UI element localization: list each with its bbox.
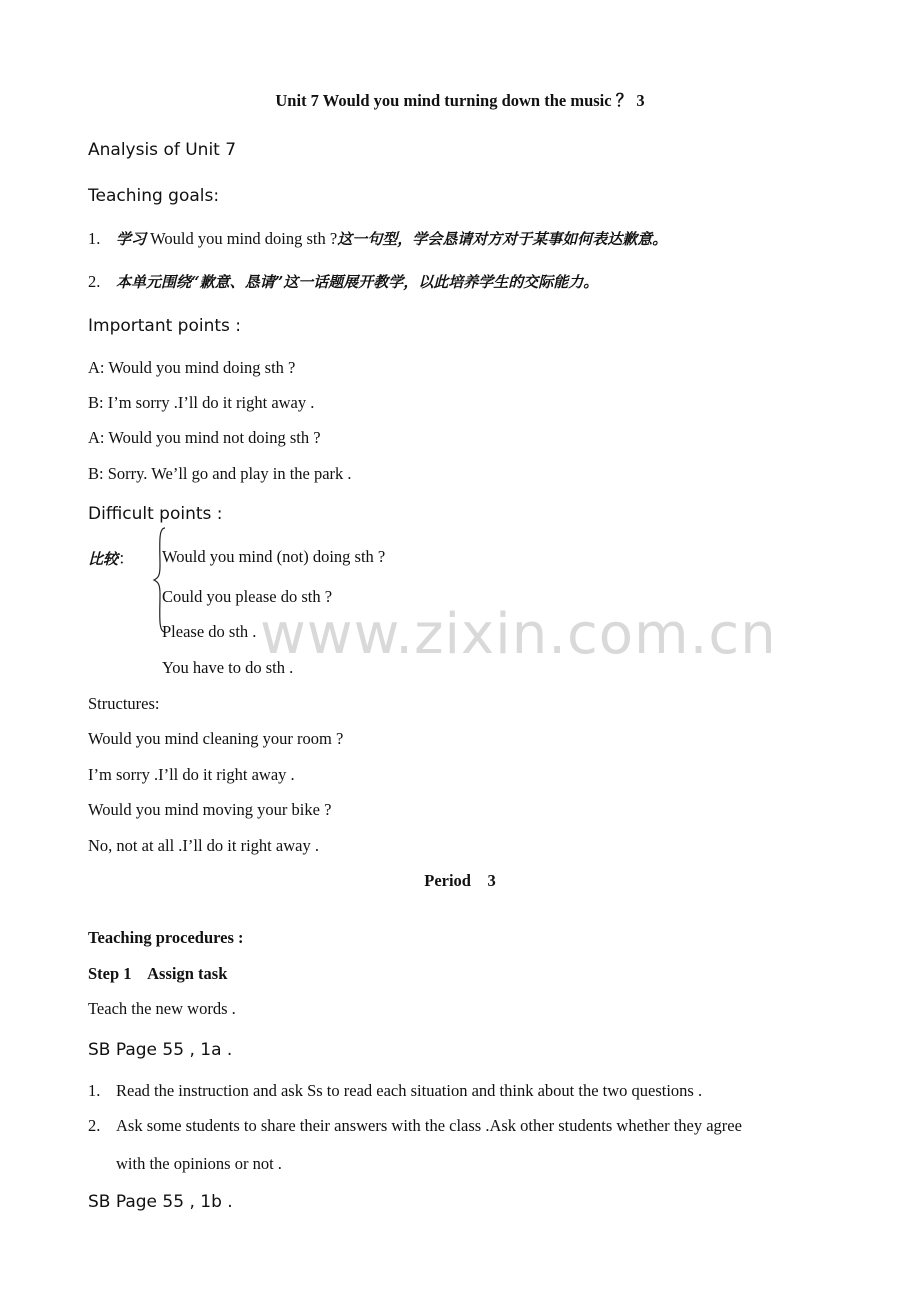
procedures-heading: Teaching procedures : <box>88 928 244 947</box>
compare-colon: ： <box>118 549 135 568</box>
structures-heading: Structures: <box>88 694 160 713</box>
structure-line: I’m sorry .I’ll do it right away . <box>88 765 295 784</box>
analysis-heading: Analysis of Unit 7 <box>88 140 237 160</box>
watermark: www.zixin.com.cn <box>260 602 777 667</box>
structure-line: Would you mind moving your bike ? <box>88 800 332 819</box>
goal-text: 本单元围绕“歉意、恳请”这一话题展开教学，以此培养学生的交际能力。 <box>116 273 599 291</box>
important-points-heading: Important points : <box>88 316 242 336</box>
difficult-points-heading: Difficult points : <box>88 504 223 524</box>
goal-number: 2. <box>88 272 101 291</box>
list-text: Ask some students to share their answers with the class .Ask other students whether they agree <box>116 1116 742 1135</box>
important-line: B: Sorry. We’ll go and play in the park . <box>88 464 352 483</box>
compare-label-text: 比较 <box>88 550 119 568</box>
page-title: Unit 7 Would you mind turning down the music ？ 3 <box>275 91 645 110</box>
structure-line: Would you mind cleaning your room ? <box>88 729 344 748</box>
step-1-heading: Step 1 Assign task <box>88 964 228 983</box>
goal-en-text: Would you mind doing sth ? <box>146 229 338 248</box>
list-number: 2. <box>88 1116 101 1135</box>
list-number: 1. <box>88 1081 101 1100</box>
compare-line: Would you mind (not) doing sth ? <box>162 547 386 566</box>
goal-item-2 <box>88 274 598 291</box>
teaching-goals-heading: Teaching goals: <box>88 186 220 206</box>
compare-label <box>88 551 135 568</box>
list-text-continuation: with the opinions or not . <box>116 1154 282 1173</box>
important-line: B: I’m sorry .I’ll do it right away . <box>88 393 315 412</box>
goal-number: 1. <box>88 229 101 248</box>
step-1-text: Teach the new words . <box>88 999 236 1018</box>
important-line: A: Would you mind not doing sth ? <box>88 428 321 447</box>
list-item <box>88 1083 702 1100</box>
goal-cn-prefix: 学习 <box>116 230 147 248</box>
goal-cn-suffix: 这一句型，学会恳请对方对于某事如何表达歉意。 <box>337 230 668 248</box>
compare-line: You have to do sth . <box>162 658 294 677</box>
list-item <box>88 1118 742 1135</box>
sb-page-1a-heading: SB Page 55 , 1a . <box>88 1040 233 1060</box>
compare-line: Please do sth . <box>162 622 257 641</box>
curly-brace-icon <box>152 526 168 634</box>
important-line: A: Would you mind doing sth ? <box>88 358 296 377</box>
sb-page-1b-heading: SB Page 55 , 1b . <box>88 1192 233 1212</box>
compare-line: Could you please do sth ? <box>162 587 333 606</box>
goal-item-1 <box>88 231 667 248</box>
period-heading: Period 3 <box>424 871 496 890</box>
structure-line: No, not at all .I’ll do it right away . <box>88 836 319 855</box>
list-text: Read the instruction and ask Ss to read each situation and think about the two questions . <box>116 1081 703 1100</box>
